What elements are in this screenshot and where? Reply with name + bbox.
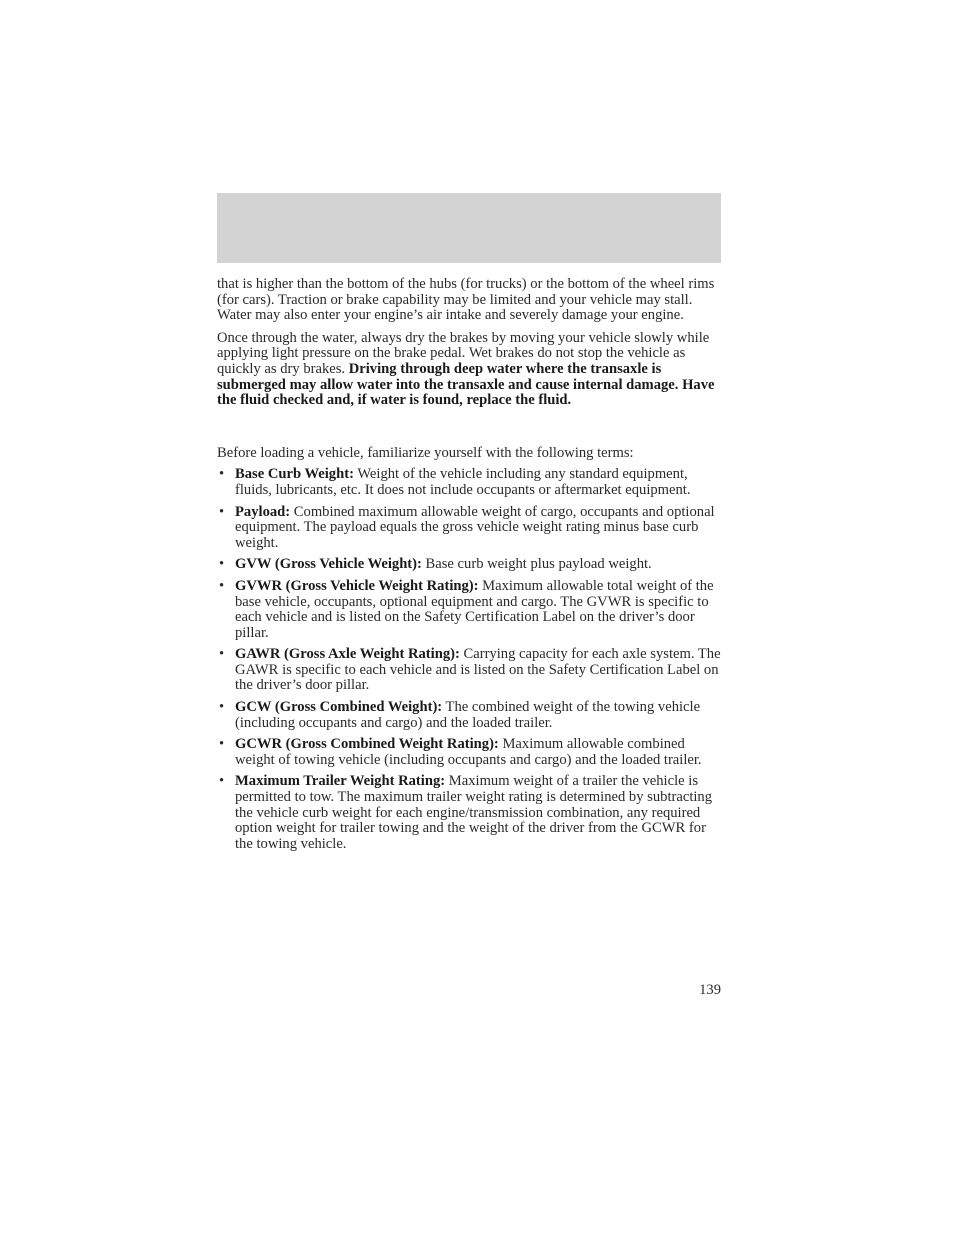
bullet-icon: • bbox=[219, 699, 225, 716]
bullet-icon: • bbox=[219, 736, 225, 753]
list-item bbox=[217, 505, 723, 552]
bullet-icon: • bbox=[219, 556, 225, 573]
term-label: GCWR (Gross Combined Weight Rating): bbox=[235, 736, 499, 753]
term-definition: The combined weight of the towing vehicle (including occupants and cargo) and the loaded trailer. bbox=[235, 699, 701, 731]
term-label: GVW (Gross Vehicle Weight): bbox=[235, 556, 422, 573]
section-header-band bbox=[217, 193, 721, 263]
list-item bbox=[217, 557, 723, 573]
page-content bbox=[217, 277, 723, 858]
bullet-icon: • bbox=[219, 773, 225, 790]
list-item bbox=[217, 579, 723, 641]
bullet-icon: • bbox=[219, 577, 225, 594]
list-item bbox=[217, 774, 723, 852]
terms-list bbox=[217, 467, 723, 852]
term-label: GVWR (Gross Vehicle Weight Rating): bbox=[235, 577, 479, 594]
term-definition: Weight of the vehicle including any standard equipment, fluids, lubricants, etc. It does not include occupants or aftermarket equipment. bbox=[235, 466, 691, 498]
term-label: Base Curb Weight: bbox=[235, 466, 354, 483]
term-label: Maximum Trailer Weight Rating: bbox=[235, 773, 446, 790]
list-item bbox=[217, 700, 723, 731]
paragraph-text: that is higher than the bottom of the hubs (for trucks) or the bottom of the wheel rims (for cars). Traction or brake capability may be limited and your vehicle may stall. Water may also enter your engine’s air intake and severely damage your engine. bbox=[217, 276, 715, 324]
bullet-icon: • bbox=[219, 466, 225, 483]
term-label: GAWR (Gross Axle Weight Rating): bbox=[235, 646, 460, 663]
list-item bbox=[217, 647, 723, 694]
term-definition: Maximum allowable total weight of the base vehicle, occupants, optional equipment and cargo. The GVWR is specific to each vehicle and is listed on the Safety Certification Label on the driver’s door pillar. bbox=[235, 577, 714, 641]
term-label: GCW (Gross Combined Weight): bbox=[235, 699, 443, 716]
page-number: 139 bbox=[699, 982, 721, 998]
paragraph-dry-brakes bbox=[217, 331, 723, 409]
paragraph-warning: Driving through deep water where the transaxle is submerged may allow water into the transaxle and cause internal damage. Have the fluid checked and, if water is found, replace the fluid. bbox=[217, 360, 715, 409]
term-definition: Base curb weight plus payload weight. bbox=[421, 556, 652, 573]
term-definition: Carrying capacity for each axle system. The GAWR is specific to each vehicle and is listed on the Safety Certification Label on the driver’s door pillar. bbox=[235, 646, 721, 694]
list-item bbox=[217, 737, 723, 768]
bullet-icon: • bbox=[219, 503, 225, 520]
bullet-icon: • bbox=[219, 646, 225, 663]
list-item bbox=[217, 467, 723, 498]
term-definition: Maximum allowable combined weight of towing vehicle (including occupants and cargo) and the loaded trailer. bbox=[235, 736, 702, 768]
term-definition: Maximum weight of a trailer the vehicle is permitted to tow. The maximum trailer weight rating is determined by subtracting the vehicle curb weight for each engine/transmission combination, any required option weight for trailer towing and the weight of the driver from the GCWR for the towing vehicle. bbox=[235, 773, 713, 852]
term-label: Payload: bbox=[235, 503, 291, 520]
paragraph-water-depth bbox=[217, 277, 723, 324]
terms-intro: Before loading a vehicle, familiarize yourself with the following terms: bbox=[217, 444, 634, 461]
term-definition: Combined maximum allowable weight of cargo, occupants and optional equipment. The payload equals the gross vehicle weight rating minus base curb weight. bbox=[235, 503, 715, 551]
paragraph-text: Once through the water, always dry the brakes by moving your vehicle slowly while applying light pressure on the brake pedal. Wet brakes do not stop the vehicle as quickly as dry brakes. bbox=[217, 329, 710, 377]
